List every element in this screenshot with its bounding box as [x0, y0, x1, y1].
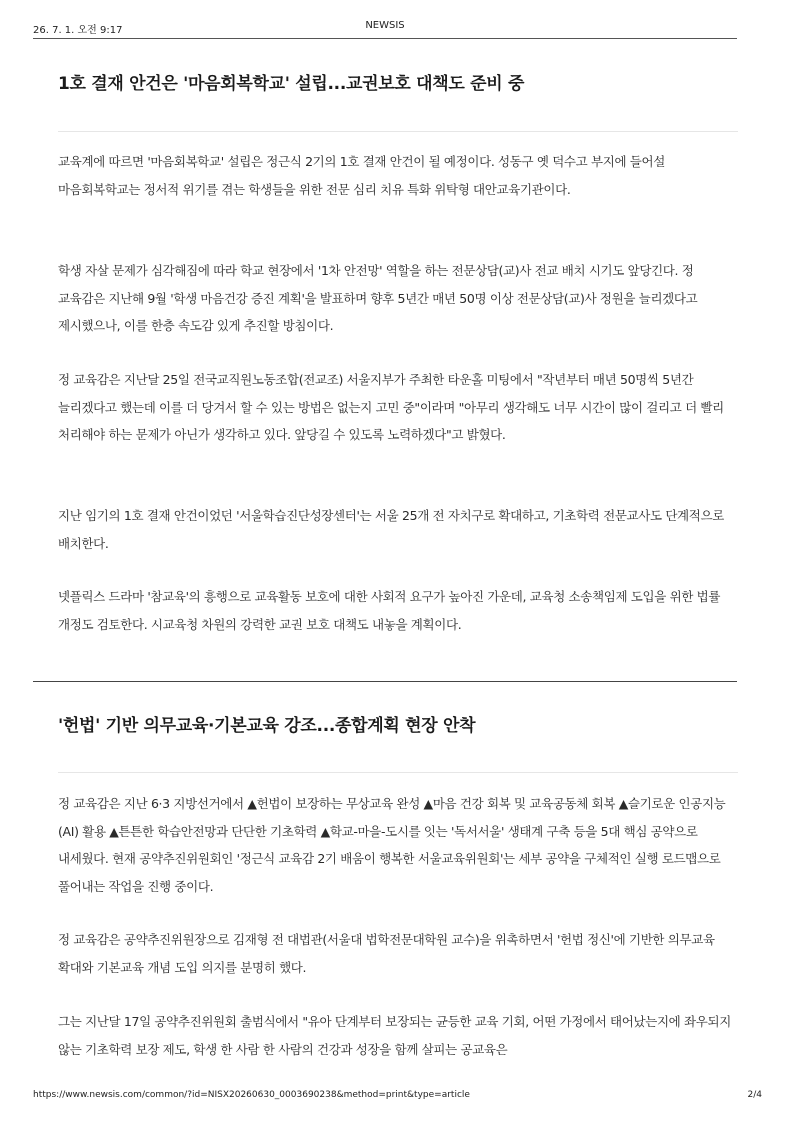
header-rule [33, 38, 737, 39]
headline-separator [58, 131, 738, 132]
article-paragraph: 넷플릭스 드라마 '참교육'의 흥행으로 교육활동 보호에 대한 사회적 요구가 높아진 가운데, 교육청 소송책임제 도입을 위한 법률 개정도 검토한다. 시교육청 차원의 강력한 교권 보호 대책도 내놓을 계획이다. [58, 589, 721, 632]
article-paragraph: 정 교육감은 지난달 25일 전국교직원노동조합(전교조) 서울지부가 주최한 타운홀 미팅에서 "작년부터 매년 50명씩 5년간 늘리겠다고 했는데 이를 더 당겨서 할 수 있는 방법은 없는지 고민 중"이라며 "아무리 생각해도 너무 시간이 많이 걸리고 더 빨리 처리해야 하는 문제가 아닌가 생각하고 있다. 앞당길 수 있도록 노력하겠다"고 밝혔다. [58, 372, 724, 442]
print-date: 26. 7. 1. 오전 9:17 [33, 25, 123, 36]
article-paragraph: 지난 임기의 1호 결재 안건이었던 '서울학습진단성장센터'는 서울 25개 전 자치구로 확대하고, 기초학력 전문교사도 단계적으로 배치한다. [58, 508, 724, 551]
article-url: https://www.newsis.com/common/?id=NISX20260630_0003690238&method=print&type=article [33, 1090, 470, 1100]
headline-separator [58, 772, 738, 773]
print-site-name: NEWSIS [365, 20, 405, 31]
article-paragraph: 학생 자살 문제가 심각해짐에 따라 학교 현장에서 '1차 안전망' 역할을 하는 전문상담(교)사 전교 배치 시기도 앞당긴다. 정 교육감은 지난해 9월 '학생 마음건강 증진 계획'을 발표하며 향후 5년간 매년 50명 이상 전문상담(교)사 정원을 늘리겠다고 제시했으나, 이를 한층 속도감 있게 추진할 방침이다. [58, 263, 698, 333]
article-paragraph: 교육계에 따르면 '마음회복학교' 설립은 정근식 2기의 1호 결재 안건이 될 예정이다. 성동구 옛 덕수고 부지에 들어설 마음회복학교는 정서적 위기를 겪는 학생들을 위한 전문 심리 치유 특화 위탁형 대안교육기관이다. [58, 154, 665, 197]
page-number: 2/4 [747, 1090, 762, 1100]
article-paragraph: 정 교육감은 지난 6·3 지방선거에서 ▲헌법이 보장하는 무상교육 완성 ▲마음 건강 회복 및 교육공동체 회복 ▲슬기로운 인공지능(AI) 활용 ▲튼튼한 학습안전망과 단단한 기초학력 ▲학교-마을-도시를 잇는 '독서서울' 생태계 구축 등을 5대 핵심 공약으로 내세웠다. 현재 공약추진위원회인 '정근식 교육감 2기 배움이 행복한 서울교육위원회'는 세부 공약을 구체적인 실행 로드맵으로 풀어내는 작업을 진행 중이다. [58, 796, 726, 894]
article-paragraph: 정 교육감은 공약추진위원장으로 김재형 전 대법관(서울대 법학전문대학원 교수)을 위촉하면서 '헌법 정신'에 기반한 의무교육 확대와 기본교육 개념 도입 의지를 분명히 했다. [58, 932, 715, 975]
section2-headline: '헌법' 기반 의무교육·기본교육 강조...종합계획 현장 안착 [58, 716, 476, 736]
section1-headline: 1호 결재 안건은 '마음회복학교' 설립...교권보호 대책도 준비 중 [58, 74, 525, 94]
article-paragraph: 그는 지난달 17일 공약추진위원회 출범식에서 "유아 단계부터 보장되는 균등한 교육 기회, 어떤 가정에서 태어났는지에 좌우되지 않는 기초학력 보장 제도, 학생 한 사람 한 사람의 건강과 성장을 함께 살피는 공교육은 [58, 1014, 731, 1057]
print-header [33, 18, 737, 38]
section-divider [33, 681, 737, 682]
